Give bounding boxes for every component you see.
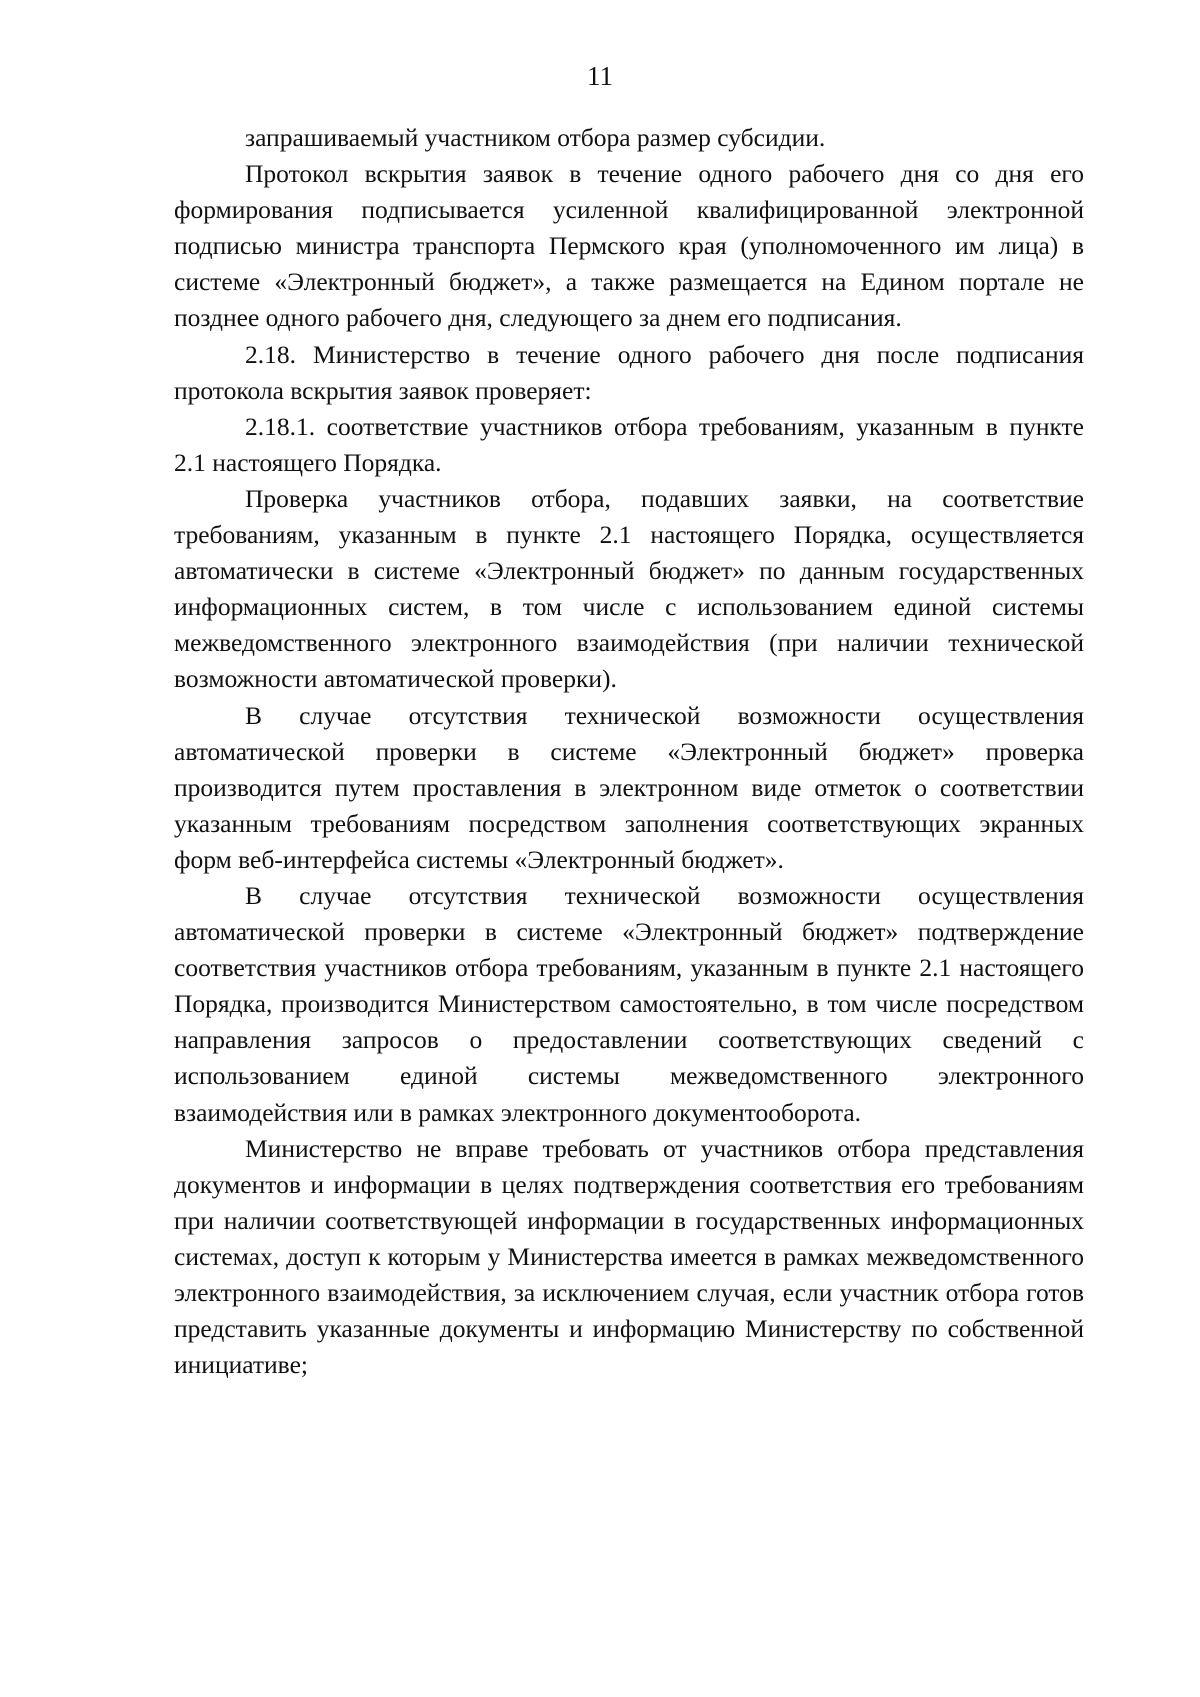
page-number: 11	[587, 61, 613, 91]
paragraph-continuation: запрашиваемый участником отбора размер субсидии.	[245, 123, 826, 152]
paragraph-2-18: 2.18. Министерство в течение одного рабочего дня после подписания протокола вскрытия заявок проверяет:	[174, 339, 1084, 405]
paragraph-2-18-1: 2.18.1. соответствие участников отбора требованиям, указанным в пункте 2.1 настоящего Порядка.	[174, 411, 1084, 477]
paragraph-manual-marks: В случае отсутствия технической возможности осуществления автоматической проверки в системе «Электронный бюджет» проверка производится путем проставления в электронном виде отметок о соответствии указанным требованиям посредством заполнения соответствующих экранных форм веб-интерфейса системы «Электронный бюджет».	[174, 700, 1084, 874]
paragraph-ministry-restriction: Министерство не вправе требовать от участников отбора представления документов и информации в целях подтверждения соответствия его требованиям при наличии соответствующей информации в государственных информационных системах, доступ к которым у Министерства имеется в рамках межведомственного электронного взаимодействия, за исключением случая, если участник отбора готов представить указанные документы и информацию Министерству по собственной инициативе;	[174, 1133, 1084, 1380]
paragraph-protocol-signing: Протокол вскрытия заявок в течение одного рабочего дня со дня его формирования подписывается усиленной квалифицированной электронной подписью министра транспорта Пермского края (уполномоченного им лица) в системе «Электронный бюджет», а также размещается на Едином портале не позднее одного рабочего дня, следующего за днем его подписания.	[174, 159, 1084, 333]
paragraph-ministry-confirmation: В случае отсутствия технической возможности осуществления автоматической проверки в системе «Электронный бюджет» подтверждение соответствия участников отбора требованиям, указанным в пункте 2.1 настоящего Порядка, производится Министерством самостоятельно, в том числе посредством направления запросов о предоставлении соответствующих сведений с использованием единой системы межведомственного электронного взаимодействия или в рамках электронного документооборота.	[174, 880, 1084, 1127]
paragraph-automatic-check: Проверка участников отбора, подавших заявки, на соответствие требованиям, указанным в пункте 2.1 настоящего Порядка, осуществляется автоматически в системе «Электронный бюджет» по данным государственных информационных систем, в том числе с использованием единой системы межведомственного электронного взаимодействия (при наличии технической возможности автоматической проверки).	[174, 483, 1084, 694]
document-body	[174, 120, 1084, 1383]
